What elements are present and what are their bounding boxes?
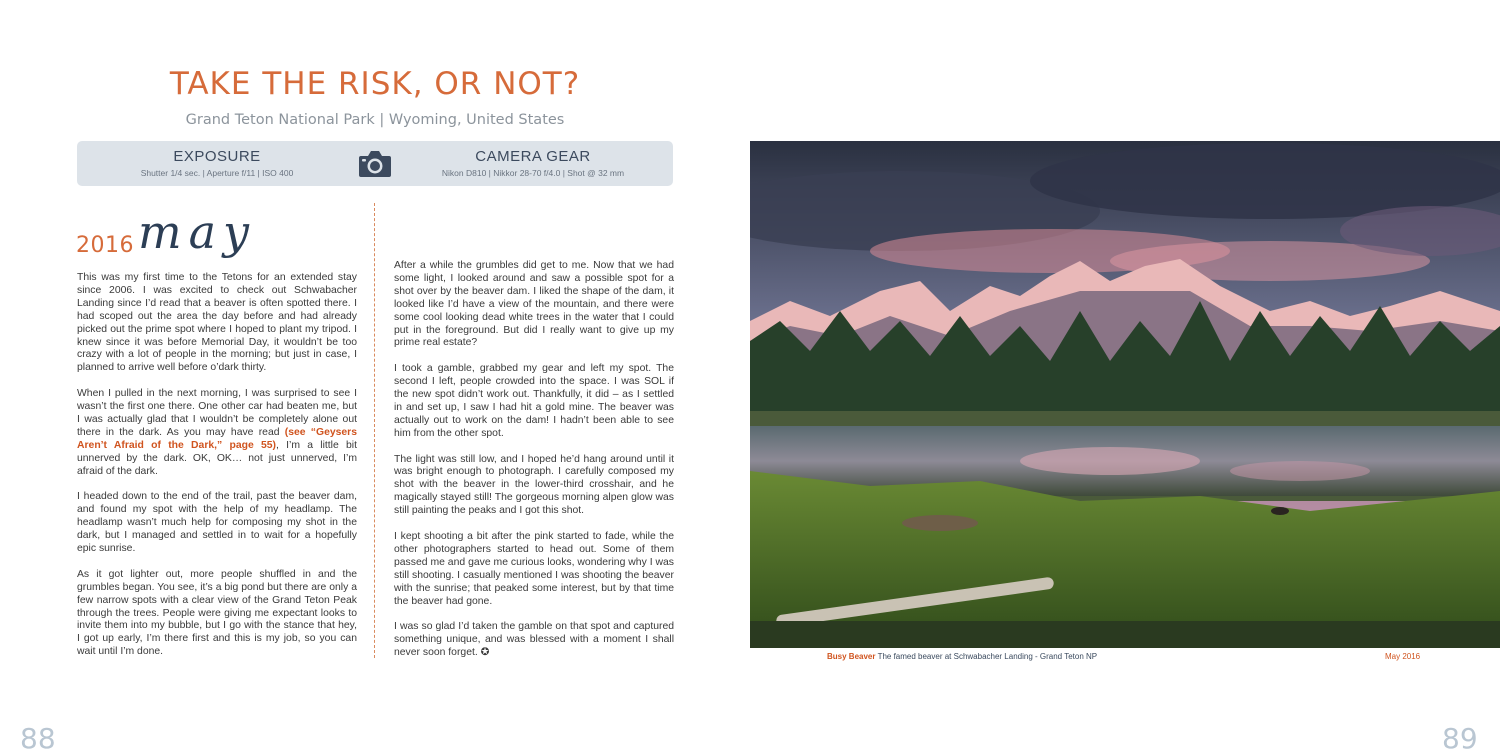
paragraph: I kept shooting a bit after the pink started to fade, while the other photographers started to head out. Some of them passed me and gave me curious looks, wondering why I was still shooting. I casually mentioned I was shooting the beaver with the sunrise; that peaked some interest, but by that time the beaver had gone. xyxy=(394,530,674,607)
text-column-1 xyxy=(77,272,357,672)
paragraph-text: When I pulled in the next morning, I was surprised to see I wasn’t the first one there. One other car had beaten me, but I was actually glad that I wouldn’t be completely alone out there in the dark. As you may have read xyxy=(77,388,357,438)
paragraph: This was my first time to the Tetons for an extended stay since 2006. I was excited to check out Schwabacher Landing since I’d read that a beaver is often spotted there. I had scoped out the area the day before and had already picked out the prime spot where I hoped to plant my tripod. I knew since it was before Memorial Day, it wouldn’t be too crazy with a lot of people in the morning; but just in case, I planned to arrive well before o’dark thirty. xyxy=(77,272,357,374)
text-column-2 xyxy=(394,260,674,673)
page-number: 89 xyxy=(1442,722,1478,750)
photo-caption xyxy=(827,652,1097,661)
caption-text: The famed beaver at Schwabacher Landing - Grand Teton NP xyxy=(877,652,1098,661)
paragraph: I headed down to the end of the trail, past the beaver dam, and found my spot with the help of my headlamp. The headlamp wasn’t much help for composing my shot in the dark, but I managed and settled in to wait for a hopefully epic sunrise. xyxy=(77,491,357,554)
paragraph: The light was still low, and I hoped he’d hang around until it was bright enough to photograph. I carefully composed my shot with the beaver in the lower-third crosshair, and he magically stayed still! The gorgeous morning alpen glow was still painting the peaks and I got this shot. xyxy=(394,453,674,517)
page-reference-link[interactable]: (see “Geysers Aren’t Afraid of the Dark,” page 55) xyxy=(77,426,358,451)
gear-details: Nikon D810 | Nikkor 28-70 f/4.0 | Shot @ 32 mm xyxy=(441,168,625,178)
date-month: may xyxy=(138,205,257,259)
paragraph xyxy=(77,388,357,478)
page-title: TAKE THE RISK, OR NOT? xyxy=(169,66,581,102)
exposure-heading: EXPOSURE xyxy=(173,148,261,165)
paragraph-text: , I’m a little bit unnerved by the dark. OK, OK… not just unnerved, I’m afraid of the dark. xyxy=(77,439,357,477)
caption-date: May 2016 xyxy=(1385,652,1421,661)
caption-title: Busy Beaver xyxy=(827,652,876,661)
camera-icon xyxy=(357,148,393,180)
gear-heading: CAMERA GEAR xyxy=(475,148,591,165)
column-divider xyxy=(374,203,375,658)
date-year: 2016 xyxy=(76,233,134,258)
exposure-block xyxy=(87,148,347,178)
info-bar xyxy=(77,141,673,186)
page-subtitle: Grand Teton National Park | Wyoming, United States xyxy=(185,112,565,128)
landscape-photo xyxy=(750,141,1500,648)
paragraph: I took a gamble, grabbed my gear and left my spot. The second I left, people crowded into the space. I was SOL if the new spot didn’t work out. Thankfully, it did – as I settled in and set up, I saw I had hit a gold mine. The beaver was actually out to work on the dam! I hadn’t been able to see him from the other spot. xyxy=(394,363,674,439)
gear-block xyxy=(403,148,663,178)
exposure-details: Shutter 1/4 sec. | Aperture f/11 | ISO 400 xyxy=(140,168,294,178)
paragraph: I was so glad I’d taken the gamble on that spot and captured something unique, and was blessed with a moment I shall never soon forget. ✪ xyxy=(394,621,674,659)
right-page xyxy=(750,0,1500,750)
paragraph: As it got lighter out, more people shuffled in and the grumbles began. You see, it’s a big pond but there are only a few narrow spots with a clear view of the Grand Teton Peak through the trees. People were giving me expectant looks to invite them into my bubble, but I go with the stance that hey, I got up early, I’m there first and this is my job, so you can wait until I’m done. xyxy=(77,568,357,658)
page-number: 88 xyxy=(20,722,56,750)
paragraph: After a while the grumbles did get to me. Now that we had some light, I looked around and saw a possible spot for a shot over by the beaver dam. I liked the shape of the dam, it looked like I’d have a view of the mountain, and there were some cool looking dead white trees in the water that I could put in the foreground. But did I really want to give up my prime real estate? xyxy=(394,260,674,349)
date-heading xyxy=(76,205,286,267)
